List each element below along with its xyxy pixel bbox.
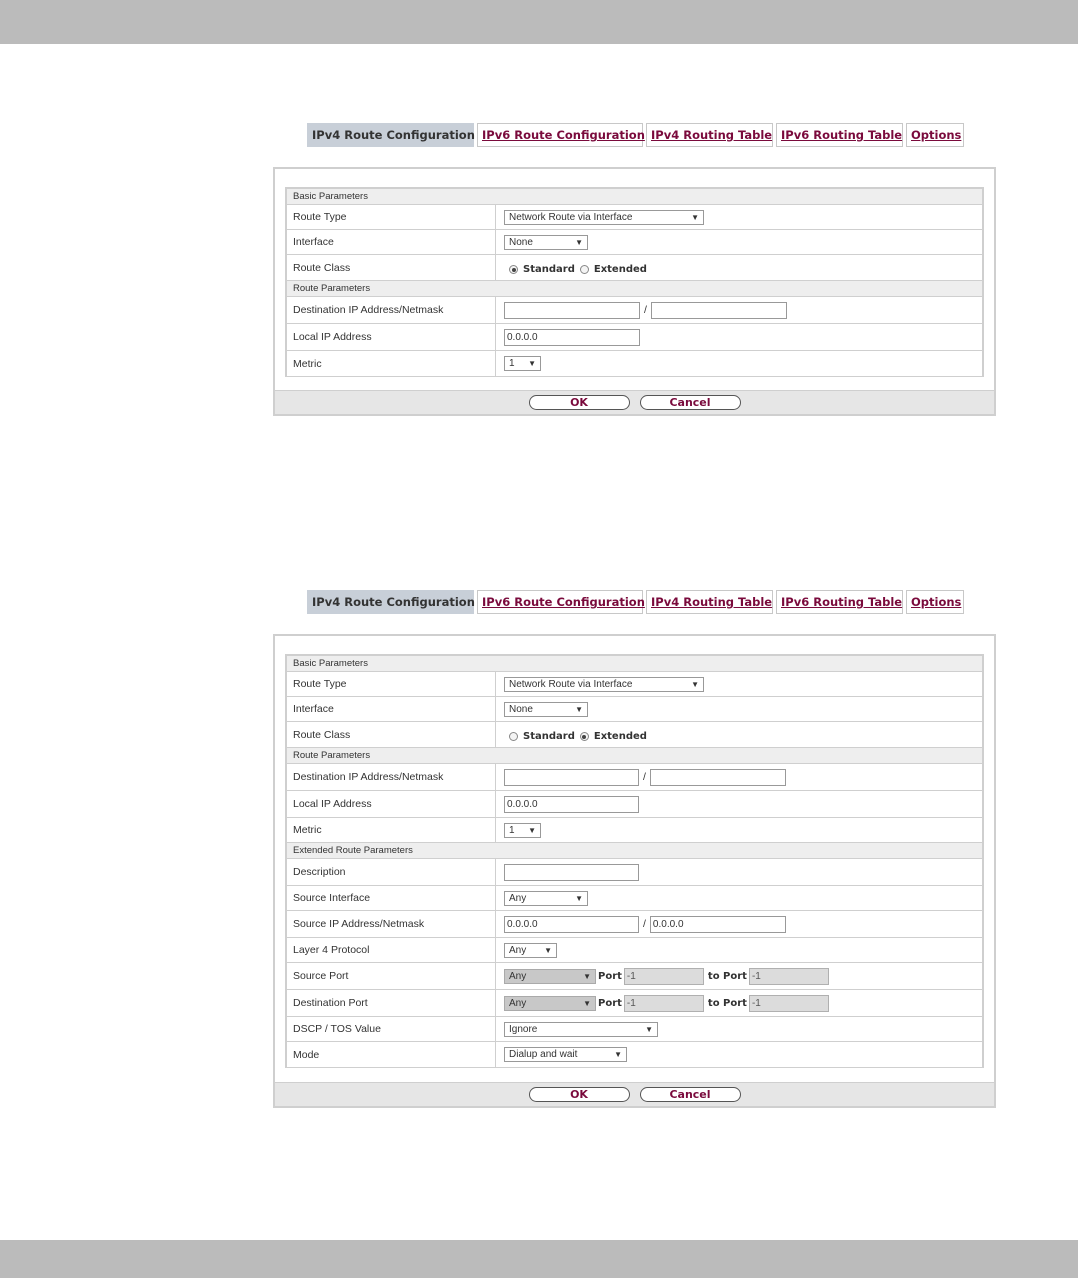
section-basic-parameters: Basic Parameters bbox=[287, 189, 982, 205]
chevron-down-icon: ▼ bbox=[575, 893, 583, 903]
route-type-label: Route Type bbox=[287, 672, 496, 696]
source-ip-label: Source IP Address/Netmask bbox=[287, 911, 496, 937]
destination-port-label: Destination Port bbox=[287, 990, 496, 1016]
route-type-value: Network Route via Interface bbox=[509, 211, 633, 223]
row-source-interface bbox=[287, 886, 982, 911]
interface-label: Interface bbox=[287, 230, 496, 254]
source-netmask-input[interactable]: 0.0.0.0 bbox=[650, 916, 786, 933]
row-metric bbox=[287, 818, 982, 843]
route-type-label: Route Type bbox=[287, 205, 496, 229]
cancel-button[interactable]: Cancel bbox=[640, 1087, 741, 1102]
metric-value: 1 bbox=[509, 824, 515, 836]
row-source-ip bbox=[287, 911, 982, 938]
row-destination bbox=[287, 297, 982, 324]
chevron-down-icon: ▼ bbox=[575, 237, 583, 247]
source-interface-select[interactable] bbox=[504, 891, 588, 906]
route-form-2 bbox=[285, 654, 984, 1068]
tab-options[interactable]: Options bbox=[906, 590, 964, 614]
destination-port-input[interactable]: -1 bbox=[624, 995, 704, 1012]
destination-port-to-port-label: to Port bbox=[707, 997, 747, 1009]
interface-value: None bbox=[509, 703, 533, 715]
row-interface bbox=[287, 697, 982, 722]
route-type-value: Network Route via Interface bbox=[509, 678, 633, 690]
mode-label: Mode bbox=[287, 1042, 496, 1067]
route-class-label: Route Class bbox=[287, 255, 496, 280]
source-port-to-port-label: to Port bbox=[707, 970, 747, 982]
row-destination bbox=[287, 764, 982, 791]
chevron-down-icon: ▼ bbox=[528, 825, 536, 835]
row-mode bbox=[287, 1042, 982, 1067]
chevron-down-icon: ▼ bbox=[544, 945, 552, 955]
local-ip-input[interactable]: 0.0.0.0 bbox=[504, 329, 640, 346]
interface-select[interactable] bbox=[504, 235, 588, 250]
route-type-select[interactable] bbox=[504, 677, 704, 692]
metric-label: Metric bbox=[287, 351, 496, 376]
local-ip-input[interactable]: 0.0.0.0 bbox=[504, 796, 639, 813]
source-interface-value: Any bbox=[509, 892, 527, 904]
tab-ipv6-routing-table[interactable]: IPv6 Routing Table bbox=[776, 590, 903, 614]
tab-ipv4-routing-table[interactable]: IPv4 Routing Table bbox=[646, 590, 773, 614]
section-route-parameters: Route Parameters bbox=[287, 281, 982, 297]
dscp-tos-label: DSCP / TOS Value bbox=[287, 1017, 496, 1041]
route-class-extended-label: Extended bbox=[593, 264, 647, 275]
destination-port-select-value: Any bbox=[509, 997, 527, 1009]
tab-options[interactable]: Options bbox=[906, 123, 964, 147]
metric-label: Metric bbox=[287, 818, 496, 842]
destination-to-port-input[interactable]: -1 bbox=[749, 995, 829, 1012]
chevron-down-icon: ▼ bbox=[575, 704, 583, 714]
route-type-select[interactable] bbox=[504, 210, 704, 225]
route-class-standard-label: Standard bbox=[523, 731, 575, 742]
tab-ipv6-routing-table[interactable]: IPv6 Routing Table bbox=[776, 123, 903, 147]
dscp-tos-value: Ignore bbox=[509, 1023, 538, 1035]
source-to-port-input[interactable]: -1 bbox=[749, 968, 829, 985]
row-route-class bbox=[287, 722, 982, 748]
destination-port-select[interactable] bbox=[504, 996, 596, 1011]
interface-label: Interface bbox=[287, 697, 496, 721]
row-metric bbox=[287, 351, 982, 376]
ok-button[interactable]: OK bbox=[529, 395, 630, 410]
description-input[interactable] bbox=[504, 864, 639, 881]
tab-ipv4-routing-table[interactable]: IPv4 Routing Table bbox=[646, 123, 773, 147]
tab-bar-2 bbox=[307, 590, 964, 614]
slash-separator: / bbox=[643, 771, 646, 783]
destination-ip-input[interactable] bbox=[504, 769, 639, 786]
tab-ipv4-route-configuration[interactable]: IPv4 Route Configuration bbox=[307, 123, 474, 147]
section-route-parameters: Route Parameters bbox=[287, 748, 982, 764]
metric-select[interactable] bbox=[504, 823, 541, 838]
section-basic-parameters: Basic Parameters bbox=[287, 656, 982, 672]
section-extended-route-parameters: Extended Route Parameters bbox=[287, 843, 982, 859]
route-class-standard-radio[interactable] bbox=[509, 265, 518, 274]
button-bar-2 bbox=[275, 1082, 994, 1106]
interface-value: None bbox=[509, 236, 533, 248]
route-config-panel-1 bbox=[273, 167, 996, 416]
route-class-extended-radio[interactable] bbox=[580, 732, 589, 741]
chevron-down-icon: ▼ bbox=[691, 679, 699, 689]
destination-ip-input[interactable] bbox=[504, 302, 640, 319]
tab-ipv4-route-configuration[interactable]: IPv4 Route Configuration bbox=[307, 590, 474, 614]
chevron-down-icon: ▼ bbox=[691, 212, 699, 222]
route-form-1 bbox=[285, 187, 984, 377]
metric-value: 1 bbox=[509, 358, 515, 369]
destination-netmask-input[interactable] bbox=[651, 302, 787, 319]
local-ip-label: Local IP Address bbox=[287, 791, 496, 817]
chevron-down-icon: ▼ bbox=[645, 1024, 653, 1034]
row-route-type bbox=[287, 672, 982, 697]
row-route-class bbox=[287, 255, 982, 281]
dscp-tos-select[interactable] bbox=[504, 1022, 658, 1037]
slash-separator: / bbox=[643, 918, 646, 930]
route-class-standard-radio[interactable] bbox=[509, 732, 518, 741]
row-dscp-tos bbox=[287, 1017, 982, 1042]
row-local-ip bbox=[287, 324, 982, 351]
row-destination-port bbox=[287, 990, 982, 1017]
route-class-extended-label: Extended bbox=[593, 731, 647, 742]
chevron-down-icon: ▼ bbox=[614, 1050, 622, 1059]
tab-ipv6-route-configuration[interactable]: IPv6 Route Configuration bbox=[477, 590, 643, 614]
row-interface bbox=[287, 230, 982, 255]
local-ip-label: Local IP Address bbox=[287, 324, 496, 350]
interface-select[interactable] bbox=[504, 702, 588, 717]
source-port-port-label: Port bbox=[598, 970, 622, 982]
source-port-label: Source Port bbox=[287, 963, 496, 989]
layer4-protocol-label: Layer 4 Protocol bbox=[287, 938, 496, 962]
row-route-type bbox=[287, 205, 982, 230]
source-ip-input[interactable]: 0.0.0.0 bbox=[504, 916, 639, 933]
ok-button[interactable]: OK bbox=[529, 1087, 630, 1102]
row-description bbox=[287, 859, 982, 886]
layer4-protocol-value: Any bbox=[509, 944, 527, 956]
slash-separator: / bbox=[644, 304, 647, 316]
destination-label: Destination IP Address/Netmask bbox=[287, 297, 496, 323]
route-class-standard-label: Standard bbox=[523, 264, 575, 275]
route-class-label: Route Class bbox=[287, 722, 496, 747]
source-port-select[interactable] bbox=[504, 969, 596, 984]
description-label: Description bbox=[287, 859, 496, 885]
cancel-button[interactable]: Cancel bbox=[640, 395, 741, 410]
top-bar bbox=[0, 0, 1078, 44]
route-class-extended-radio[interactable] bbox=[580, 265, 589, 274]
button-bar-1 bbox=[275, 390, 994, 414]
source-interface-label: Source Interface bbox=[287, 886, 496, 910]
source-port-select-value: Any bbox=[509, 970, 527, 982]
destination-netmask-input[interactable] bbox=[650, 769, 786, 786]
tab-ipv6-route-configuration[interactable]: IPv6 Route Configuration bbox=[477, 123, 643, 147]
source-port-input[interactable]: -1 bbox=[624, 968, 704, 985]
row-layer4-protocol bbox=[287, 938, 982, 963]
layer4-protocol-select[interactable] bbox=[504, 943, 557, 958]
mode-value: Dialup and wait bbox=[509, 1049, 578, 1060]
row-source-port bbox=[287, 963, 982, 990]
destination-label: Destination IP Address/Netmask bbox=[287, 764, 496, 790]
destination-port-port-label: Port bbox=[598, 997, 622, 1009]
route-config-panel-2 bbox=[273, 634, 996, 1108]
chevron-down-icon: ▼ bbox=[583, 998, 591, 1008]
row-local-ip bbox=[287, 791, 982, 818]
chevron-down-icon: ▼ bbox=[528, 359, 536, 368]
metric-select[interactable] bbox=[504, 356, 541, 371]
mode-select[interactable] bbox=[504, 1047, 627, 1062]
tab-bar-1 bbox=[307, 123, 964, 147]
bottom-bar bbox=[0, 1240, 1078, 1278]
chevron-down-icon: ▼ bbox=[583, 971, 591, 981]
